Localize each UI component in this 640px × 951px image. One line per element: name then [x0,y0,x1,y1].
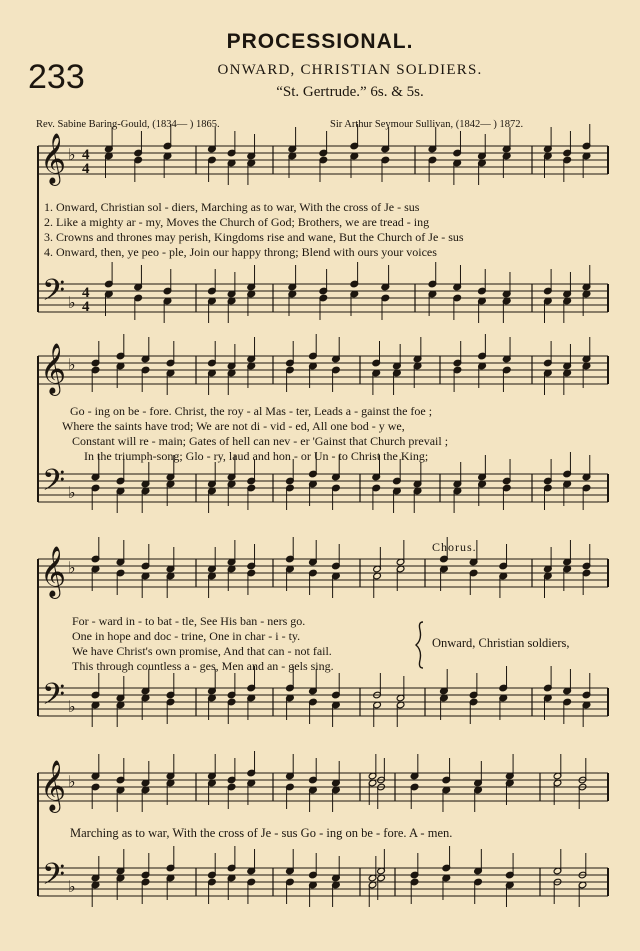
treble-clef: 𝄞 [40,343,67,394]
flat-sign: ♭ [68,772,76,791]
hymn-title: ONWARD, CHRISTIAN SOLDIERS. [217,62,483,78]
tune-line: “St. Gertrude.” 6s. & 5s. [276,84,424,100]
flat-sign: ♭ [68,355,76,374]
verse-line-1: 1. Onward, Christian sol - diers, Marching as to war, With the cross of Je - sus [44,200,420,214]
verse-line-2: 2. Like a mighty ar - my, Moves the Church of God; Brothers, we are tread - ing [44,215,430,229]
bass-clef: 𝄢 [42,464,66,505]
flat-sign: ♭ [68,145,76,164]
author-credit: Rev. Sabine Baring-Gould, (1834— ) 1865. [36,119,220,130]
flat-sign: ♭ [68,558,76,577]
bass-clef: 𝄢 [42,678,66,719]
time-signature-top: 4 [82,147,90,163]
verse-line-2: Where the saints have trod; We are not di - vid - ed, All one bod - y we, [62,419,405,433]
verse-line-3: 3. Crowns and thrones may perish, Kingdoms rise and wane, But the Church of Je - sus [44,230,464,244]
verse-line-1: For - ward in - to bat - tle, See His ban - ners go. [72,614,306,628]
treble-clef: 𝄞 [40,760,67,811]
verse-line-1: Go - ing on be - fore. Christ, the roy - al Mas - ter, Leads a - gainst the foe ; [70,404,433,418]
treble-clef: 𝄞 [40,133,67,184]
flat-sign: ♭ [68,483,76,502]
hymn-number: 233 [28,58,85,96]
verse-line-4: In the triumph-song; Glo - ry, laud and hon - or Un - to Christ the King; [84,449,429,463]
chorus-brace [416,622,423,668]
verse-line-3: Constant will re - main; Gates of hell can nev - er 'Gainst that Church prevail ; [72,434,449,448]
verse-line-4: This through countless a - ges, Men and an - gels sing. [72,659,334,673]
bass-clef: 𝄢 [42,274,66,315]
final-lyric-line: Marching as to war, With the cross of Je - sus Go - ing on be - fore. A - men. [70,826,453,840]
chorus-refrain: Onward, Christian soldiers, [432,636,570,650]
flat-sign: ♭ [68,877,76,896]
chorus-label: Chorus. [432,540,477,554]
time-signature-top: 4 [82,285,90,301]
time-signature-bottom: 4 [82,161,90,177]
section-title: PROCESSIONAL. [226,30,414,53]
composer-credit: Sir Arthur Seymour Sullivan, (1842— ) 1872. [330,119,524,130]
flat-sign: ♭ [68,293,76,312]
verse-line-2: One in hope and doc - trine, One in char - i - ty. [72,629,301,643]
time-signature-bottom: 4 [82,299,90,315]
flat-sign: ♭ [68,697,76,716]
treble-clef: 𝄞 [40,546,67,597]
bass-clef: 𝄢 [42,858,66,899]
verse-line-4: 4. Onward, then, ye peo - ple, Join our happy throng; Blend with ours your voices [44,245,437,259]
verse-line-3: We have Christ's own promise, And that can - not fail. [72,644,332,658]
